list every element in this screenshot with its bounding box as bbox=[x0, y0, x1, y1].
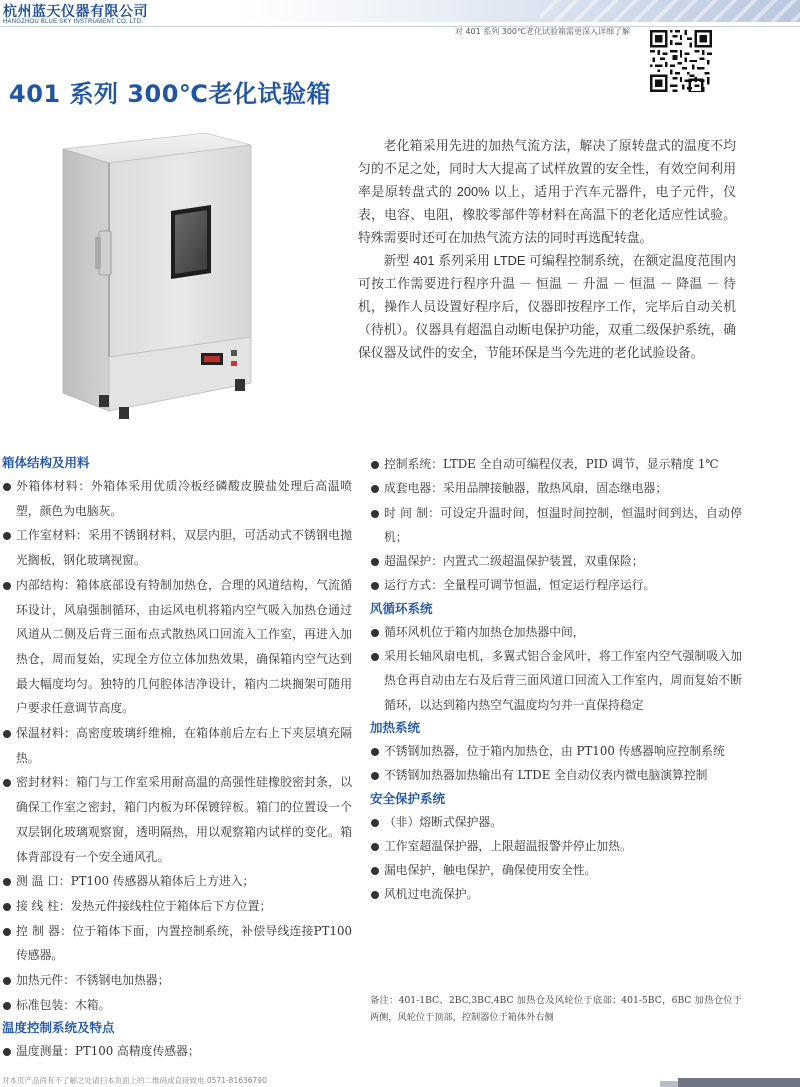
company-name-cn: 杭州蓝天仪器有限公司 bbox=[3, 4, 148, 20]
aging-oven-image bbox=[55, 125, 295, 425]
bullet-icon bbox=[3, 532, 11, 540]
footer-bar bbox=[678, 1078, 800, 1087]
header-stripes bbox=[540, 0, 800, 22]
section-heading: 风循环系统 bbox=[370, 601, 433, 616]
company-name-en: HANGZHOU BLUE SKY INSTRUMENT CO. LTD. bbox=[3, 19, 144, 25]
bullet-icon bbox=[3, 730, 11, 738]
spec-column-left bbox=[2, 452, 352, 1064]
bullet-icon bbox=[371, 653, 379, 661]
list-item: 循环风机位于箱内加热仓加热器中间， bbox=[370, 620, 742, 644]
header-divider bbox=[0, 26, 800, 27]
intro-paragraph: 新型 401 系列采用 LTDE 可编程控制系统，在额定温度范围内可按工作需要进行程序升温 － 恒温 － 升温 － 恒温 － 降温 － 待机，操作人员设置好程序后，仪器即按程序工作，完毕后自动关机（待机）。仪器具有超温自动断电保护功能，双重二级保护系统，确保仪器及试件的安全，节能环保是当今先进的老化试验设备。 bbox=[358, 253, 736, 360]
list-item: 温度测量：PT100 高精度传感器； bbox=[2, 1039, 352, 1064]
intro-section bbox=[358, 134, 736, 364]
model-note: 备注：401-1BC、2BC,3BC,4BC 加热仓及风轮位于底部；401-5BC，6BC 加热仓位于两侧，风轮位于顶部，控制器位于箱体外右侧 bbox=[370, 995, 742, 1023]
bullet-icon bbox=[3, 928, 11, 936]
bullet-icon bbox=[3, 1002, 11, 1010]
list-item: 成套电器：采用品牌接触器，散热风扇，固态继电器； bbox=[370, 476, 742, 500]
section-heading: 加热系统 bbox=[370, 720, 421, 735]
bullet-icon bbox=[3, 483, 11, 491]
list-item: 保温材料：高密度玻璃纤维棉，在箱体前后左右上下夹层填充隔热。 bbox=[2, 721, 352, 770]
bullet-icon bbox=[371, 748, 379, 756]
qr-caption: 对 401 系列 300℃老化试验箱需更深入详细了解 bbox=[454, 27, 630, 36]
footer-contact-text: 对本页产品尚有不了解之处请扫本页面上的二维码或直接致电 0571-81636790 bbox=[2, 1076, 267, 1085]
list-item: 控 制 器：位于箱体下面，内置控制系统，补偿导线连接PT100 传感器。 bbox=[2, 919, 352, 968]
bullet-icon bbox=[371, 891, 379, 899]
list-item: 测 温 口：PT100 传感器从箱体后上方进入； bbox=[2, 869, 352, 894]
list-item: 外箱体材料：外箱体采用优质冷板经磷酸皮膜盐处理后高温喷塑，颜色为电脑灰。 bbox=[2, 474, 352, 523]
list-item: 超温保护：内置式二级超温保护装置，双重保险； bbox=[370, 549, 742, 573]
list-item: 采用长轴风扇电机，多翼式铝合金风叶，将工作室内空气强制吸入加热仓再自动由左右及后背三面风道口回流入工作室内，周而复始不断循环，以达到箱内热空气温度均匀并一直保持稳定 bbox=[370, 644, 742, 717]
list-item: （非）熔断式保护器。 bbox=[370, 810, 742, 834]
intro-paragraph: 老化箱采用先进的加热气流方法，解决了原转盘式的温度不均匀的不足之处，同时大大提高了试样放置的安全性，有效空间利用率是原转盘式的 200% 以上，适用于汽车元器件，电子元件，仪表，电容、电阻，橡胶零部件等材料在高温下的老化适应性试验。特殊需要时还可在加热气流方法的同时再选配转盘。 bbox=[358, 138, 736, 245]
bullet-icon bbox=[3, 903, 11, 911]
page-title: 401 系列 300℃老化试验箱 bbox=[9, 80, 331, 108]
list-item: 不锈钢加热器加热输出有 LTDE 全自动仪表内微电脑演算控制 bbox=[370, 763, 742, 787]
list-item: 接 线 柱：发热元件接线柱位于箱体后下方位置； bbox=[2, 894, 352, 919]
bullet-icon bbox=[3, 878, 11, 886]
list-item: 控制系统：LTDE 全自动可编程仪表，PID 调节，显示精度 1℃ bbox=[370, 452, 742, 476]
bullet-icon bbox=[371, 867, 379, 875]
bullet-icon bbox=[371, 772, 379, 780]
page-header bbox=[0, 0, 800, 36]
section-heading: 温度控制系统及特点 bbox=[2, 1021, 115, 1036]
footer-accent bbox=[660, 1081, 678, 1087]
list-item: 内部结构：箱体底部设有特制加热仓，合理的风道结构，气流循环设计，风扇强制循环，由运风电机将箱内空气吸入加热仓通过风道从二侧及后背三面布点式散热风口回流入工作室，再进入加热仓，周而复始，实现全方位立体加热效果，确保箱内空气达到最大幅度均匀。独特的几何腔体洁净设计，箱内二块搁架可随用户要求任意调节高度。 bbox=[2, 573, 352, 721]
spec-column-right bbox=[370, 452, 742, 907]
bullet-icon bbox=[3, 779, 11, 787]
bullet-icon bbox=[371, 485, 379, 493]
section-heading: 安全保护系统 bbox=[370, 791, 446, 806]
bullet-icon bbox=[3, 977, 11, 985]
section-heading: 箱体结构及用料 bbox=[2, 456, 90, 470]
bullet-icon bbox=[371, 629, 379, 637]
list-item: 标准包装：木箱。 bbox=[2, 993, 352, 1018]
bullet-icon bbox=[371, 558, 379, 566]
bullet-icon bbox=[3, 1048, 11, 1056]
list-item: 漏电保护，触电保护，确保使用安全性。 bbox=[370, 858, 742, 882]
bullet-icon bbox=[371, 843, 379, 851]
list-item: 风机过电流保护。 bbox=[370, 882, 742, 906]
list-item: 密封材料：箱门与工作室采用耐高温的高强性硅橡胶密封条，以确保工作室之密封，箱门内板为环保镀锌板。箱门的位置设一个双层钢化玻璃观察窗，透明隔热，用以观察箱内试样的变化。箱体背部设有一个安全通风孔。 bbox=[2, 770, 352, 869]
list-item: 时 间 制：可设定升温时间，恒温时间控制，恒温时间到达，自动停机； bbox=[370, 501, 742, 550]
bullet-icon bbox=[371, 582, 379, 590]
bullet-icon bbox=[3, 582, 11, 590]
bullet-icon bbox=[371, 510, 379, 518]
list-item: 工作室超温保护器，上限超温报警并停止加热。 bbox=[370, 834, 742, 858]
page-footer bbox=[0, 1075, 800, 1087]
list-item: 加热元件：不锈钢电加热器； bbox=[2, 968, 352, 993]
bullet-icon bbox=[371, 461, 379, 469]
list-item: 工作室材料：采用不锈钢材料，双层内胆，可活动式不锈钢电抛光搁板，钢化玻璃视窗。 bbox=[2, 523, 352, 572]
list-item: 不锈钢加热器，位于箱内加热仓，由 PT100 传感器响应控制系统 bbox=[370, 739, 742, 763]
list-item: 运行方式：全量程可调节恒温，恒定运行程序运行。 bbox=[370, 573, 742, 597]
qr-code-icon[interactable] bbox=[650, 30, 712, 92]
bullet-icon bbox=[371, 819, 379, 827]
